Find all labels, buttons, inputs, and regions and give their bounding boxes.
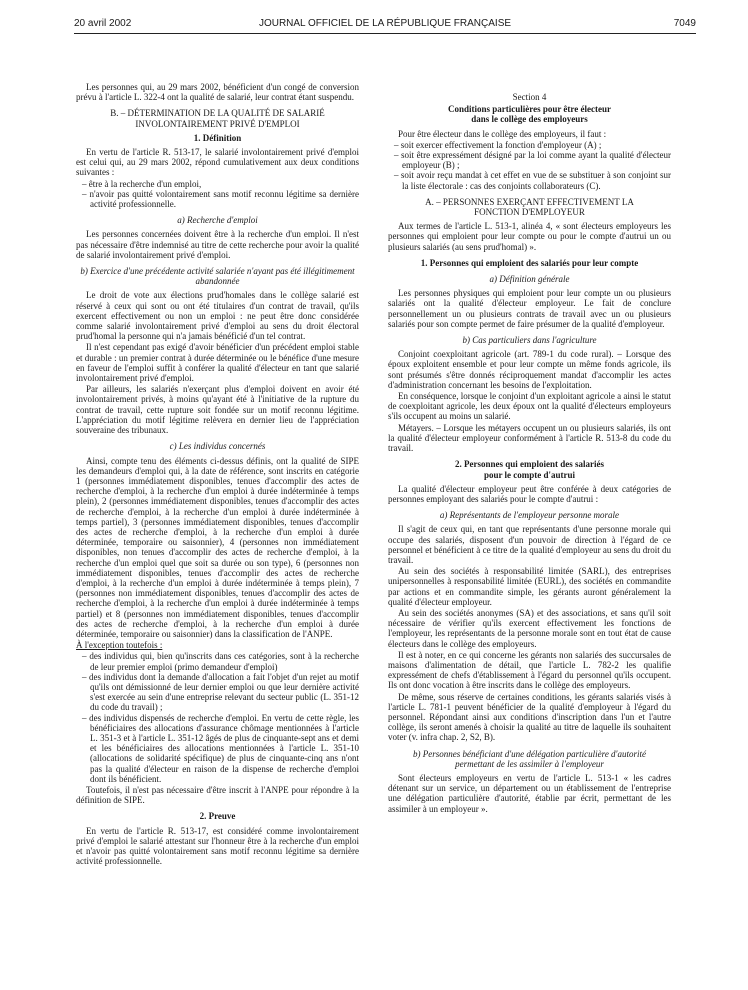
heading-definition: 1. Définition <box>193 132 242 143</box>
paragraph: Aux termes de l'article L. 513-1, alinéa 4, « sont électeurs employeurs les personnes qui emploient pour leur compte ou pour le compte d'autrui un ou plusieurs salariés (au sens prud'homal) ». <box>388 221 671 252</box>
list-item: – des individus dont la demande d'allocation a fait l'objet d'un rejet au motif qu'ils ont démissionné de leur dernier emploi ou que leur dernière activité s'est exercée au sein d'une entreprise relevant du secteur public (L. 351-12 du code du travail) ; <box>82 671 359 713</box>
heading-preuve: 2. Preuve <box>199 811 236 822</box>
subheading-a: a) Définition générale <box>489 274 570 285</box>
subheading-a: a) Recherche d'emploi <box>177 215 258 226</box>
list-item: – n'avoir pas quitté volontairement sans motif reconnu légitime sa dernière activité professionnelle. <box>82 188 359 210</box>
subheading-b: b) Cas particuliers dans l'agriculture <box>462 335 597 346</box>
paragraph: Pour être électeur dans le collège des employeurs, il faut : <box>398 128 607 139</box>
page-header <box>74 16 696 32</box>
paragraph: Au sein des sociétés à responsabilité limitée (SARL), des entreprises unipersonnelles à responsabilité limitée (EURL), des sociétés en commandite par actions et en commandite simple, les gérants auront généralement la qualité d'électeur employeur. <box>388 566 671 607</box>
subheading-a2: a) Représentants de l'employeur personne morale <box>439 510 620 521</box>
section-a-heading: A. – PERSONNES EXERÇANT EFFECTIVEMENT LA FONCTION D'EMPLOYEUR <box>425 196 634 218</box>
section-4-title: Conditions particulières pour être électeur dans le collège des employeurs <box>448 104 611 125</box>
right-column <box>388 82 671 815</box>
subheading-c: c) Les individus concernés <box>169 441 266 452</box>
condition-list <box>76 179 359 210</box>
paragraph: Sont électeurs employeurs en vertu de l'article L. 513-1 « les cadres détenant sur un service, un département ou un établissement de l'entreprise une délégation particulière d'autorité, établie par écrit, permettant de les assimiler à un employeur ». <box>388 772 671 814</box>
paragraph: En conséquence, lorsque le conjoint d'un exploitant agricole a ainsi le statut de coexploitant agricole, les deux époux ont la qualité d'électeurs employeurs s'ils occupent au moins un salarié. <box>388 391 671 422</box>
exception-list <box>76 651 359 784</box>
list-item: – soit être expressément désigné par la loi comme ayant la qualité d'électeur employeur (B) ; <box>394 150 671 171</box>
exception-intro: À l'exception toutefois : <box>76 640 163 651</box>
paragraph: Il n'est cependant pas exigé d'avoir bénéficier d'un précédent emploi stable et durable : un premier contrat à durée déterminée ou le bénéfice d'une mesure en faveur de l'emploi suffit à conférer la qualité d'électeur en tant que salarié involontairement privé d'emploi. <box>76 342 359 384</box>
list-item: – des individus dispensés de recherche d'emploi. En vertu de cette règle, les bénéficiaires des allocations d'assurance chômage mentionnées à l'article L. 351-3 et à l'article L. 351-12 âgés de plus de cinquante-sept ans et demi et les bénéficiaires des allocations mentionnées à l'article L. 351-10 (allocations de solidarité spécifique) de plus de cinquante-cinq ans n'ont pas la qualité d'électeur en raison de la dispense de recherche d'emploi dont ils bénéficient. <box>82 712 359 784</box>
paragraph: Ainsi, compte tenu des éléments ci-dessus définis, ont la qualité de SIPE les demandeurs d'emploi qui, à la date de référence, sont inscrits en catégorie 1 (personnes immédiatement disponibles, tenues d'accomplir des actes de recherche d'emploi, à la recherche d'un emploi à durée indéterminée à temps plein), 2 (personnes immédiatement disponibles, tenues d'accomplir des actes de recherche d'emploi, à la recherche d'un emploi à durée indéterminée à temps partiel), 3 (personnes immédiatement disponibles, tenues d'accomplir des actes de recherche d'emploi, à la recherche d'un emploi à durée déterminée, temporaire ou saisonnier), 4 (personnes non immédiatement disponibles, non tenues d'accomplir des actes de recherche d'emploi, à la recherche d'un emploi quel que soit sa durée ou son type), 6 (personnes non immédiatement disponibles, tenues d'accomplir des actes de recherche d'emploi, à la recherche d'un emploi à durée indéterminée à temps plein), 7 (personnes non immédiatement disponibles, tenues d'accomplir des actes de recherche d'emploi, à la recherche d'un emploi à durée indéterminée à temps partiel) et 8 (personnes non immédiatement disponibles, tenues d'accomplir des actes de recherche d'emploi, à la recherche d'un emploi à durée déterminée, temporaire ou saisonnier) dans la classification de l'ANPE. <box>76 455 359 639</box>
employer-conditions <box>388 140 671 191</box>
paragraph: De même, sous réserve de certaines conditions, les gérants salariés visés à l'article L. 781-1 peuvent bénéficier de la qualité d'employeur à l'égard du personnel. Répondant ainsi aux conditions d'inscription dans l'un et l'autre collège, ils seront amenés à choisir la qualité au titre de laquelle ils souhaitent voter (v. infra chap. 2, S2, B). <box>388 691 671 743</box>
paragraph: Il est à noter, en ce qui concerne les gérants non salariés des succursales de maisons d'alimentation de détail, que l'article L. 782-2 les qualifie expressément de chefs d'établissement à l'égard du personnel qu'ils occupent. Ils ont donc vocation à être inscrits dans le collège des employeurs. <box>388 649 671 691</box>
heading-for-others: 2. Personnes qui emploient des salariés pour le compte d'autrui <box>454 459 604 480</box>
paragraph: Conjoint coexploitant agricole (art. 789-1 du code rural). – Lorsque des époux exploitent ensemble et pour leur compte un même fonds agricole, ils sont présumés s'être donnés réciproquement mandat d'accomplir les actes d'administration concernant les besoins de l'exploitation. <box>388 349 671 390</box>
subheading-b2: b) Personnes bénéficiant d'une délégation particulière d'autorité permettant de les assimiler à l'employeur <box>413 748 646 769</box>
section-4-heading: Section 4 <box>512 92 547 102</box>
paragraph: Les personnes physiques qui emploient pour leur compte un ou plusieurs salariés ont la qualité d'électeur employeur. Le fait de conclure personnellement un ou plusieurs contrats de travail avec un ou plusieurs salariés pour son compte permet de faire présumer de la qualité d'employeur. <box>388 288 671 329</box>
paragraph: Il s'agit de ceux qui, en tant que représentants d'une personne morale qui occupe des salariés, disposent d'un pouvoir de direction à l'égard de ce personnel et bénéficient à ce titre de la qualité d'employeur au sens du droit du travail. <box>388 524 671 565</box>
paragraph: Toutefois, il n'est pas nécessaire d'être inscrit à l'ANPE pour répondre à la définition de SIPE. <box>76 785 359 806</box>
list-item: – être à la recherche d'un emploi, <box>82 178 202 189</box>
paragraph: Au sein des sociétés anonymes (SA) et des associations, et sans qu'il soit nécessaire de vérifier qu'ils exercent effectivement les fonctions de l'employeur, les représentants de la personne morale sont en tout état de cause électeurs dans le collège des employeurs. <box>388 607 671 649</box>
list-item: – des individus qui, bien qu'inscrits dans ces catégories, sont à la recherche de leur premier emploi (primo demandeur d'emploi) <box>82 651 359 672</box>
paragraph: En vertu de l'article R. 513-17, est considéré comme involontairement privé d'emploi le salarié attestant sur l'honneur être à la recherche d'un emploi et n'avoir pas quitté volontairement sans motif reconnu légitime sa dernière activité professionnelle. <box>76 825 359 867</box>
paragraph: En vertu de l'article R. 513-17, le salarié involontairement privé d'emploi est celui qui, au 29 mars 2002, répond cumulativement aux deux conditions suivantes : <box>76 147 359 178</box>
section-b-heading: B. – DÉTERMINATION DE LA QUALITÉ DE SALARIÉ INVOLONTAIREMENT PRIVÉ D'EMPLOI <box>110 108 325 129</box>
paragraph: Le droit de vote aux élections prud'homales dans le collège salarié est réservé à ceux qui sont ou ont été titulaires d'un contrat de travail, qu'ils exercent effectivement ou non un emploi : ne peut être donc considérée comme salarié involontairement privé d'emploi au sens du droit électoral prud'homal la personne qui n'a jamais bénéficié d'un tel contrat. <box>76 290 359 342</box>
page-number: 7049 <box>673 18 696 29</box>
paragraph: Par ailleurs, les salariés n'exerçant plus d'emploi doivent en avoir été involontairement privés, à moins qu'ayant été à l'initiative de la rupture du contrat de travail, cette rupture soit fondée sur un motif reconnu légitime. L'appréciation du motif légitime relèvera en dernier lieu de l'appréciation souveraine des tribunaux. <box>76 384 359 436</box>
journal-title: JOURNAL OFFICIEL DE LA RÉPUBLIQUE FRANÇAISE <box>258 18 512 29</box>
heading-own-account: 1. Personnes qui emploient des salariés pour leur compte <box>420 257 639 268</box>
header-rule <box>74 33 696 34</box>
left-column <box>76 82 359 867</box>
intro-paragraph: Les personnes qui, au 29 mars 2002, bénéficient d'un congé de conversion prévu à l'article L. 322-4 ont la qualité de salarié, leur contrat étant suspendu. <box>76 82 359 103</box>
list-item: – soit exercer effectivement la fonction d'employeur (A) ; <box>394 139 602 150</box>
paragraph: Les personnes concernées doivent être à la recherche d'un emploi. Il n'est pas nécessaire d'être indemnisé au titre de cette recherche pour avoir la qualité de salarié involontairement privé d'emploi. <box>76 229 359 260</box>
paragraph: La qualité d'électeur employeur peut être conférée à deux catégories de personnes employant des salariés pour le compte d'autrui : <box>388 483 671 504</box>
header-date: 20 avril 2002 <box>74 18 132 29</box>
list-item: – soit avoir reçu mandat à cet effet en vue de se substituer à son conjoint sur la liste électorale : cas des conjoints collaborateurs (C). <box>394 170 671 191</box>
subheading-b: b) Exercice d'une précédente activité salariée n'ayant pas été illégitimement abandonnée <box>80 266 355 287</box>
paragraph: Métayers. – Lorsque les métayers occupent un ou plusieurs salariés, ils ont la qualité d'électeur employeur conformément à l'article R. 513-8 du code du travail. <box>388 422 671 454</box>
